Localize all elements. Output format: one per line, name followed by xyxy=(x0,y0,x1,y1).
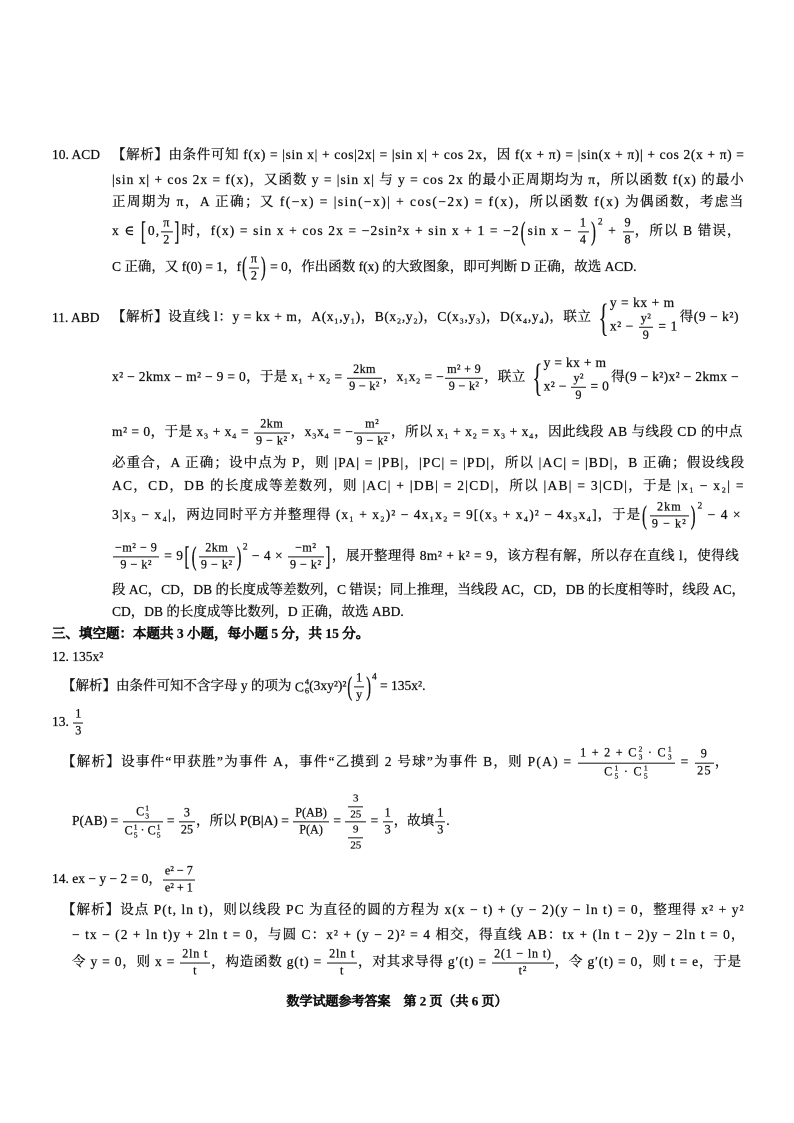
fraction xyxy=(639,311,654,342)
denominator xyxy=(179,823,195,838)
system-rows xyxy=(544,354,610,402)
system-row xyxy=(544,354,610,372)
text-run: 段 AC，CD，DB 的长度成等差数列，C 错误；同上推理，当线段 AC，CD，DB 的长度相等时，线段 AC， xyxy=(112,581,746,597)
text-run: 【解析】设事件“甲获胜”为事件 A，事件“乙摸到 2 号球”为事件 B，则 P(A) = xyxy=(62,754,578,770)
numerator xyxy=(180,948,210,964)
text-run: x ∈ xyxy=(112,223,140,239)
numerator xyxy=(383,807,393,823)
denominator xyxy=(347,379,382,394)
item-11-line-5 xyxy=(112,477,745,495)
text-run: ，联立 xyxy=(484,369,526,385)
denominator xyxy=(578,233,589,248)
fraction xyxy=(123,805,163,840)
fraction xyxy=(492,948,554,979)
text-run: t² xyxy=(518,963,528,978)
denominator xyxy=(639,327,654,342)
upper-index: 1 xyxy=(643,763,649,773)
text-run: 25 xyxy=(350,839,362,852)
text-run: 9 xyxy=(642,327,650,342)
text-run: 4 xyxy=(579,232,588,247)
combination-symbol xyxy=(125,824,138,840)
text-run: m² + 9 xyxy=(447,361,482,376)
text-run: C 正确，又 f(0) = 1，f xyxy=(112,259,242,275)
denominator xyxy=(180,964,210,979)
text-run: ，所以 x₁ + x₂ = x₃ + x₄，因此线段 AB 与线段 CD 的中点 xyxy=(391,424,743,440)
combination-base: C xyxy=(604,764,614,779)
item-14-line-2 xyxy=(72,926,745,944)
combination-symbol xyxy=(148,824,161,840)
denominator xyxy=(354,434,390,449)
lower-index: 5 xyxy=(133,830,138,840)
text-run: y² xyxy=(640,310,652,325)
left-brace: { xyxy=(531,356,543,400)
text-run: = xyxy=(675,754,695,770)
denominator xyxy=(163,881,195,896)
item-14-answer xyxy=(52,865,196,896)
numerator xyxy=(161,217,172,233)
denominator xyxy=(623,233,634,248)
text-run: 必重合，A 正确；设中点为 P，则 |PA| = |PB|，|PC| = |PD|，所以 |AC| = |BD|，B 正确；假设线段 xyxy=(112,454,746,470)
text-run: 25 xyxy=(697,763,712,778)
large-delimiter: [ xyxy=(141,216,147,248)
fraction xyxy=(435,807,445,838)
fraction xyxy=(73,708,83,739)
text-run: 9 − k² xyxy=(448,378,480,393)
lower-index: 5 xyxy=(156,830,161,840)
text-run: 【解析】设直线 l：y = kx + m，A(x₁,y₁)，B(x₂,y₂)，C(x₃,y₃)，D(x₄,y₄)，联立 xyxy=(112,309,592,325)
system-row xyxy=(544,371,610,402)
text-run: 2(1 − ln t) xyxy=(494,946,552,961)
upper-index: 4 xyxy=(304,677,310,687)
denominator xyxy=(571,387,585,402)
text-run: −m² − 9 xyxy=(115,540,158,555)
system-row xyxy=(610,311,678,342)
text-run: 正周期为 π，A 正确；又 f(−x) = |sin(−x)| + cos(−2x) = f(x)，所以函数 f(x) 为偶函数，考虑当 xyxy=(112,193,745,209)
numerator xyxy=(492,948,554,964)
text-run: 9 − k² xyxy=(651,516,687,531)
fraction xyxy=(288,542,324,573)
item-12-answer xyxy=(52,648,103,666)
numerator xyxy=(163,865,195,881)
numerator xyxy=(293,807,329,823)
combination-base: C xyxy=(147,823,156,838)
upper-index: 1 xyxy=(614,763,620,773)
text-run: 1 xyxy=(75,706,82,721)
text-run: = 1 xyxy=(654,317,678,333)
numerator xyxy=(249,253,259,269)
index-stack xyxy=(644,765,649,781)
text-run: · xyxy=(643,745,658,760)
text-run: ，展开整理得 8m² + k² = 9，该方程有解，所以存在直线 l，使得线 xyxy=(331,548,740,564)
text-run: 2ln t xyxy=(182,946,209,961)
fraction xyxy=(293,807,329,838)
combination-base: C xyxy=(136,804,145,819)
numerator xyxy=(623,217,634,233)
fraction xyxy=(345,792,366,851)
text-run: 3 xyxy=(384,822,391,837)
superscript: 2 xyxy=(597,217,604,228)
numerator xyxy=(571,371,585,387)
text-run: = xyxy=(329,813,345,829)
combination-symbol xyxy=(136,805,149,821)
text-run: 【解析】设点 P(t, ln t)，则以线段 PC 为直径的圆的方程为 x(x − t) + (y − 2)(y − ln t) = 0，整理得 x² + y² xyxy=(62,901,745,917)
denominator xyxy=(293,823,329,838)
text-run: 2km xyxy=(260,416,284,431)
text-run: ，x₃x₄ = − xyxy=(290,424,354,440)
text-run: t xyxy=(340,963,345,978)
denominator xyxy=(354,688,364,703)
denominator xyxy=(445,379,483,394)
text-run: 9 − k² xyxy=(356,433,389,448)
lower-index: 5 xyxy=(614,771,620,781)
text-run: 9 xyxy=(624,215,632,230)
item-11-line-6 xyxy=(112,500,742,531)
denominator xyxy=(435,823,445,838)
numerator xyxy=(345,792,366,822)
combination-base: C xyxy=(657,745,667,760)
large-delimiter: ] xyxy=(325,541,331,573)
text-run: − 4 × xyxy=(703,507,742,523)
lower-index: 3 xyxy=(667,752,673,762)
text-run: 2km xyxy=(205,540,229,555)
text-run: x² − xyxy=(543,377,571,393)
text-run: 3 xyxy=(353,792,359,805)
large-delimiter: ( xyxy=(242,252,247,284)
item-11-line-4 xyxy=(112,454,745,472)
denominator xyxy=(345,823,366,852)
lower-index: 3 xyxy=(638,752,644,762)
combination-base: C xyxy=(124,823,133,838)
combination-symbol xyxy=(604,765,619,781)
fraction xyxy=(578,746,675,781)
text-run: π xyxy=(250,251,257,266)
large-delimiter: ) xyxy=(236,541,242,573)
text-run: 1 xyxy=(384,805,391,820)
denominator xyxy=(492,964,554,979)
text-run: y = kx + m xyxy=(543,354,607,370)
text-run: = xyxy=(367,813,382,829)
text-run: ，令 g′(t) = 0，则 t = e，于是 xyxy=(554,954,742,970)
text-run: t xyxy=(193,963,198,978)
text-run: y xyxy=(356,687,363,702)
text-run: x² − xyxy=(609,317,638,333)
text-run: 3 xyxy=(75,723,82,738)
text-run: 3 xyxy=(183,805,190,820)
numerator xyxy=(347,363,382,379)
item-11-line-1 xyxy=(112,294,739,342)
text-run: · xyxy=(137,823,148,838)
item-11-line-7 xyxy=(112,541,739,572)
text-run: 2 xyxy=(163,232,171,247)
text-run: 3|x₃ − x₄|，两边同时平方并整理得 (x₁ + x₂)² − 4x₁x₂ = 9[(x₃ + x₄)² − 4x₃x₄]，于是 xyxy=(112,507,642,523)
numerator xyxy=(445,363,483,379)
lower-index: 6 xyxy=(304,686,310,696)
large-delimiter: ) xyxy=(260,252,266,284)
page-footer: 数学试题参考答案 第 2 页（共 6 页） xyxy=(286,993,508,1009)
text-run: . xyxy=(446,813,450,829)
text-run: (3xy²)² xyxy=(309,678,347,694)
combination-base: C xyxy=(633,764,643,779)
large-delimiter: ( xyxy=(642,500,648,532)
fraction xyxy=(354,672,364,703)
fraction xyxy=(695,748,714,779)
item-11-line-2 xyxy=(112,354,739,402)
denominator xyxy=(695,764,714,779)
fraction xyxy=(327,948,357,979)
system-row xyxy=(610,294,678,312)
text-run: 9 − k² xyxy=(200,557,233,572)
text-run: 令 y = 0，则 x = xyxy=(72,954,180,970)
numerator xyxy=(354,418,390,434)
fraction xyxy=(347,363,382,394)
text-run: · xyxy=(619,764,634,779)
denominator xyxy=(161,233,172,248)
text-run: 9 − k² xyxy=(349,378,380,393)
fraction xyxy=(161,217,172,248)
large-delimiter: ( xyxy=(347,671,353,703)
item-10-label: 10. ACD xyxy=(52,146,101,162)
fraction xyxy=(199,542,235,573)
text-run: ，构造函数 g(t) = xyxy=(211,954,327,970)
numerator xyxy=(578,217,589,233)
text-run: 时，f(x) = sin x + cos 2x = −2sin²x + sin x + 1 = −2 xyxy=(181,223,520,239)
text-run: e² − 7 xyxy=(164,863,193,878)
text-run: P(A) xyxy=(299,822,323,837)
large-delimiter: ( xyxy=(191,541,197,573)
text-run: 9 xyxy=(353,823,359,836)
index-stack xyxy=(157,824,161,840)
text-run: x² − 2kmx − m² − 9 = 0，于是 x₁ + x₂ = xyxy=(112,369,347,385)
text-run: 12. 135x² xyxy=(52,648,104,664)
fraction xyxy=(113,542,159,573)
item-11-label: 11. ABD xyxy=(52,309,100,325)
equation-system xyxy=(528,354,610,402)
item-10-line-5 xyxy=(112,253,637,284)
combination-symbol xyxy=(628,746,643,762)
text-run: 1 xyxy=(437,805,444,820)
system-rows xyxy=(610,294,678,342)
fraction xyxy=(578,217,589,248)
upper-index: 2 xyxy=(638,744,644,754)
equation-system xyxy=(594,294,678,342)
numerator xyxy=(578,746,675,764)
text-run: |sin x| + cos 2x = f(x)，又函数 y = |sin x| 与 y = cos 2x 的最小正周期均为 π，所以函数 f(x) 的最小 xyxy=(112,171,745,187)
lower-index: 5 xyxy=(643,771,649,781)
denominator xyxy=(73,724,83,739)
item-11-line-8 xyxy=(112,581,745,599)
superscript: 2 xyxy=(242,542,249,553)
text-run: 25 xyxy=(180,822,194,837)
section-heading: 三、填空题：本题共 3 小题，每小题 5 分，共 15 分。 xyxy=(52,625,370,641)
numerator xyxy=(254,418,290,434)
fraction xyxy=(180,948,210,979)
text-run: 2 xyxy=(250,268,257,283)
numerator xyxy=(354,672,364,688)
text-run: −m² xyxy=(295,540,317,555)
text-run: = 0，作出函数 f(x) 的大致图象，即可判断 D 正确，故选 ACD. xyxy=(266,259,637,275)
numerator xyxy=(435,807,445,823)
text-run: 9 − k² xyxy=(120,557,153,572)
item-14-line-3 xyxy=(72,948,742,979)
item-13-answer xyxy=(52,708,84,739)
item-10-line-1 xyxy=(112,146,745,164)
fraction xyxy=(383,807,393,838)
text-run: − 4 × xyxy=(248,548,287,564)
item-10-line-4 xyxy=(112,216,742,247)
fraction xyxy=(254,418,290,449)
combination-base: C xyxy=(294,679,304,695)
numerator xyxy=(199,542,235,558)
item-11-line-9 xyxy=(112,603,404,621)
item-14-line-1 xyxy=(62,901,745,919)
text-run: ，x₁x₂ = − xyxy=(382,369,445,385)
text-run: CD，DB 的长度成等比数列，D 正确，故选 ABD. xyxy=(112,603,404,619)
numerator xyxy=(695,748,714,764)
combination-symbol xyxy=(658,746,673,762)
item-12-line-1 xyxy=(62,671,425,702)
upper-index: 1 xyxy=(133,822,138,832)
numerator xyxy=(288,542,324,558)
text-run: 9 xyxy=(700,746,709,761)
denominator xyxy=(249,269,259,284)
fraction xyxy=(571,371,585,402)
numerator xyxy=(327,948,357,964)
text-run: m² xyxy=(365,416,380,431)
numerator xyxy=(348,792,363,807)
text-run: y = kx + m xyxy=(609,294,675,310)
text-run: m² = 0，于是 x₃ + x₄ = xyxy=(112,424,253,440)
denominator xyxy=(650,517,689,532)
index-stack xyxy=(668,746,673,762)
index-stack xyxy=(145,805,149,821)
combination-symbol xyxy=(295,678,309,696)
large-delimiter: ( xyxy=(520,216,527,248)
upper-index: 1 xyxy=(156,822,161,832)
item-11-line-3 xyxy=(112,418,743,449)
denominator xyxy=(348,807,363,821)
numerator xyxy=(639,311,654,327)
text-run: 9 xyxy=(575,387,582,402)
text-run: 25 xyxy=(350,807,362,820)
text-run: π xyxy=(163,215,171,230)
superscript: 4 xyxy=(371,672,377,683)
text-run: AC，CD，DB 的长度成等差数列，则 |AC| + |DB| = 2|CD|，所以 |AB| = 3|CD|，于是 |x₁ − x₂| = xyxy=(112,477,745,493)
large-delimiter: ) xyxy=(690,500,697,532)
numerator xyxy=(123,805,163,823)
fraction xyxy=(348,824,363,852)
text-run: 8 xyxy=(624,232,632,247)
fraction xyxy=(623,217,634,248)
numerator xyxy=(179,807,195,823)
denominator xyxy=(288,558,324,573)
text-run: 14. ex − y − 2 = 0， xyxy=(52,871,162,887)
large-delimiter: ) xyxy=(591,216,597,248)
numerator xyxy=(113,542,159,558)
fraction xyxy=(163,865,195,896)
text-run: 9 − k² xyxy=(255,433,288,448)
text-run: 【解析】由条件可知不含字母 y 的项为 xyxy=(62,678,295,694)
text-run: P(AB) = xyxy=(72,813,122,829)
denominator xyxy=(383,823,393,838)
denominator xyxy=(348,838,363,852)
text-run: 9 − k² xyxy=(289,557,322,572)
text-run: 0, xyxy=(147,223,161,239)
text-run: − tx − (2 + ln t)y + 2ln t = 0，与圆 C：x² + (y − 2)² = 4 相交，得直线 AB：tx + (ln t − 2)y − 2ln t = 0， xyxy=(72,926,746,942)
text-run: 2ln t xyxy=(329,946,356,961)
numerator xyxy=(650,501,689,517)
text-run: ，故填 xyxy=(393,813,435,829)
large-delimiter: ) xyxy=(366,671,371,703)
denominator xyxy=(113,558,159,573)
text-run: = xyxy=(163,813,178,829)
text-run: ，所以 P(B|A) = xyxy=(196,813,293,829)
text-run: sin x − xyxy=(527,223,577,239)
upper-index: 1 xyxy=(145,803,149,813)
text-run: 得(9 − k²)x² − 2kmx − xyxy=(611,369,739,385)
combination-base: C xyxy=(628,745,638,760)
text-run: ，对其求导得 g′(t) = xyxy=(358,954,492,970)
text-run: ，所以 B 错误， xyxy=(634,223,742,239)
fraction xyxy=(249,253,259,284)
text-run: 2km xyxy=(353,361,376,376)
item-10-line-2 xyxy=(112,171,745,189)
item-13-line-1 xyxy=(62,746,730,781)
text-run: 1 xyxy=(356,670,363,685)
fraction xyxy=(650,501,689,532)
item-13-line-2 xyxy=(72,792,450,851)
left-brace: { xyxy=(597,296,609,340)
fraction xyxy=(445,363,483,394)
fraction xyxy=(179,807,195,838)
item-10-line-3 xyxy=(112,193,745,211)
large-delimiter: ] xyxy=(174,216,181,248)
text-run: ， xyxy=(714,754,730,770)
text-run: y² xyxy=(573,370,584,385)
combination-symbol xyxy=(633,765,648,781)
denominator xyxy=(199,558,235,573)
text-run: + xyxy=(603,223,622,239)
denominator xyxy=(578,764,675,781)
denominator xyxy=(123,823,163,840)
text-run: 13. xyxy=(52,714,73,730)
text-run: 1 + 2 + xyxy=(580,745,629,760)
text-run: 【解析】由条件可知 f(x) = |sin x| + cos|2x| = |sin x| + cos 2x，因 f(x + π) = |sin(x + π)| + cos 2(x + π) = xyxy=(112,146,745,162)
text-run: P(AB) xyxy=(295,805,327,820)
denominator xyxy=(254,434,290,449)
denominator xyxy=(327,964,357,979)
large-delimiter: [ xyxy=(184,541,190,573)
fraction xyxy=(348,792,363,820)
text-run: = 9 xyxy=(160,548,184,564)
superscript: 2 xyxy=(697,501,704,512)
text-run: 3 xyxy=(437,822,444,837)
text-run: = 135x². xyxy=(376,678,426,694)
upper-index: 1 xyxy=(667,744,673,754)
text-run: 1 xyxy=(579,215,588,230)
fraction xyxy=(354,418,390,449)
text-run: 得(9 − k²) xyxy=(679,309,740,325)
text-run: e² + 1 xyxy=(164,880,193,895)
text-run: = 0 xyxy=(586,377,610,393)
text-run: 2km xyxy=(657,499,682,514)
numerator xyxy=(348,824,363,839)
lower-index: 3 xyxy=(145,811,149,821)
numerator xyxy=(73,708,83,724)
